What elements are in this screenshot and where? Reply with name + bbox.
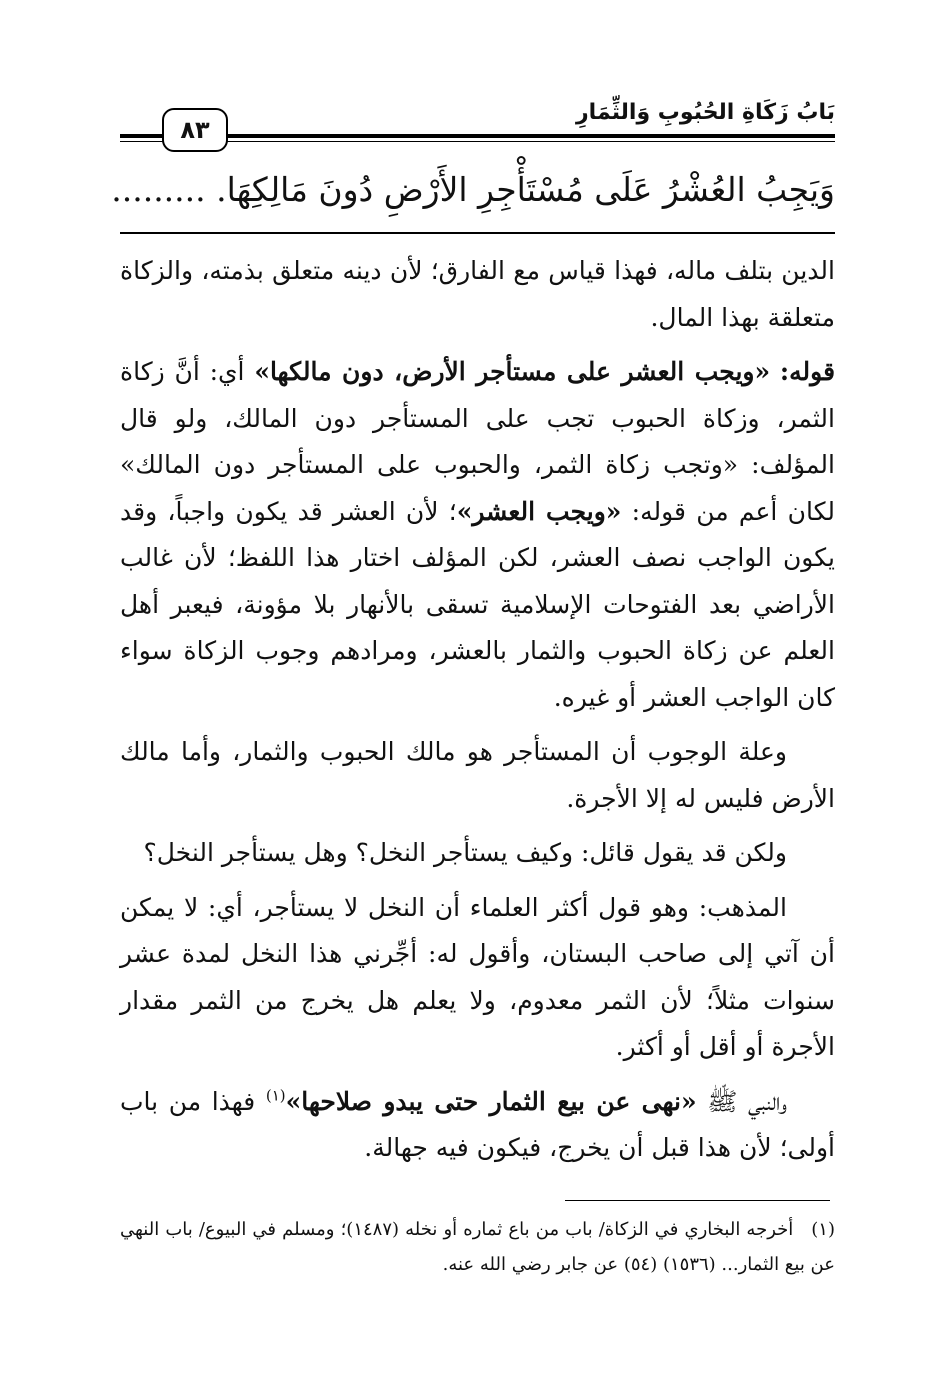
matn-text: وَيَجِبُ العُشْرُ عَلَى مُسْتَأْجِرِ الأَرْضِ دُونَ مَالِكِهَا. ......... — [111, 170, 835, 209]
footnote-ref: (١) — [265, 1086, 286, 1105]
quoted-matn: «ويجب العشر» — [456, 496, 622, 526]
matn-divider — [120, 232, 835, 234]
header-rule — [220, 134, 835, 138]
page-number: ٨٣ — [162, 108, 228, 152]
header-rule-thin — [220, 141, 835, 142]
paragraph: الدين بتلف ماله، فهذا قياس مع الفارق؛ لأن دينه متعلق بذمته، والزكاة متعلقة بهذا المال. — [120, 256, 835, 332]
footnote-marker: (١) — [811, 1219, 835, 1240]
chapter-title: بَابُ زَكَاةِ الحُبُوبِ وَالثِّمَارِ — [576, 100, 835, 125]
footnote-rule — [565, 1200, 830, 1201]
paragraph-text: أي: أنَّ زكاة الثمر، وزكاة الحبوب تجب على المستأجر دون المالك، ولو قال المؤلف: «وتجب زكاة الثمر، والحبوب على المستأجر دون المالك» لكان أعم من قوله: — [120, 357, 835, 526]
paragraph — [120, 1079, 835, 1172]
header-rule-left — [120, 134, 165, 138]
quoted-matn: «ويجب العشر على مستأجر الأرض، دون مالكها» — [254, 357, 771, 386]
quote-lead: قوله: — [779, 357, 836, 386]
hadith-quote: «نهى عن بيع الثمار حتى يبدو صلاحها» — [285, 1086, 697, 1116]
footnote-text: أخرجه البخاري في الزكاة/ باب من باع ثماره أو نخله (١٤٨٧)؛ ومسلم في البيوع/ باب النهي عن بيع الثمار... (١٥٣٦) (٥٤) عن جابر رضي الله عنه. — [120, 1219, 835, 1275]
paragraph: المذهب: وهو قول أكثر العلماء أن النخل لا يستأجر، أي: لا يمكن أن آتي إلى صاحب البستان، وأقول له: أجِّرني هذا النخل لمدة عشر سنوات مثلاً؛ لأن الثمر معدوم، ولا يعلم هل يخرج من الثمر مقدار الأجرة أو أقل أو أكثر. — [120, 892, 835, 1061]
commentary-body — [120, 248, 835, 1180]
footnotes — [120, 1212, 835, 1282]
footnote — [120, 1212, 835, 1282]
paragraph: ولكن قد يقول قائل: وكيف يستأجر النخل؟ وهل يستأجر النخل؟ — [143, 838, 787, 867]
header-rule-left-thin — [120, 141, 165, 142]
paragraph-text: فهذا من باب أولى؛ لأن هذا قبل أن يخرج، فيكون فيه جهالة. — [120, 1086, 835, 1162]
running-header — [120, 95, 835, 155]
paragraph: وعلة الوجوب أن المستأجر هو مالك الحبوب والثمار، وأما مالك الأرض فليس له إلا الأجرة. — [120, 737, 835, 813]
paragraph — [120, 349, 835, 721]
paragraph-text: والنبي ﷺ — [707, 1086, 787, 1116]
paragraph-text: ؛ لأن العشر قد يكون واجباً، وقد يكون الواجب نصف العشر، لكن المؤلف اختار هذا اللفظ؛ لأن غالب الأراضي بعد الفتوحات الإسلامية تسقى بالأنهار بلا مؤونة، فيعبر أهل العلم عن زكاة الحبوب والثمار بالعشر، ومرادهم وجوب الزكاة سواء كان الواجب العشر أو غيره. — [120, 496, 835, 712]
